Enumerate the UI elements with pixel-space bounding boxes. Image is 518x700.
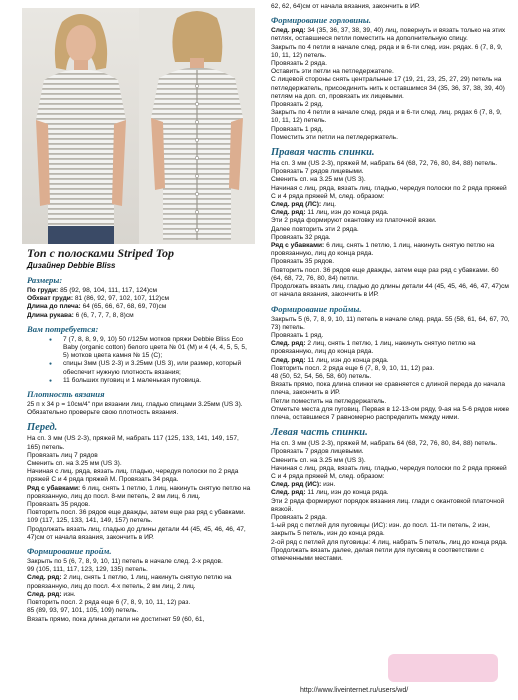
gauge-check: Обязательно проверьте свою плотность вязания. [27,409,179,417]
front-armhole-heading: Формирование пройм. [27,546,112,557]
right-back-heading: Правая часть спинки. [271,147,375,159]
model-front-illustration [22,8,140,244]
front-cast-on: На сп. 3 мм (US 2-3), пряжей М, набрать 117 (125, 133, 141, 149, 157, 165) петель. [27,435,239,451]
lb-rows: Провязать 7 рядов лицевыми. [271,448,364,456]
lb-rows-2: Провязать 2 ряда. [271,513,327,521]
rb-rows: Провязать 7 рядов лицевыми. [271,168,364,176]
rb-buttons: Отметьте места для пуговиц. Первая в 12-13-ом ряду, 9-ая на 5-6 рядов ниже плеча, оставшиеся 7 равномерно распределить между ними. [271,405,510,421]
rb-stitch-count: 48 (50, 52, 54, 56, 58, 60) петель. [271,372,372,380]
neck-center: С лицевой стороны снять центральные 17 (19, 21, 23, 25, 27, 29) петель на петледержатель, присоединить нить к оставшимся 34 (35, 36, 37, 38, 39, 40) петлям на доп. сп, провязать их лицевыми. [271,76,505,100]
materials-buttons: ● 11 больших пуговиц и 1 маленькая пуговица. [27,377,252,385]
front-next-row-1: След. ряд: 2 лиц, снять 1 петлю, 1 лиц, накинуть снятую петлю на провязанную, лиц до посл. 4-х петель, 2 вм лиц, 2 лиц. [27,574,232,590]
lb-needles: Сменить сп. на 3.25 мм (US 3). [271,456,366,464]
front-stitch-count-2: 85 (89, 93, 97, 101, 105, 109) петель. [27,607,139,615]
front-next-row-2: След. ряд: изн. [27,590,76,598]
front-straight: Вязать прямо, пока длина детали не достигнет 59 (60, 61, [27,615,205,623]
neckline-heading: Формирование горловины. [271,15,371,26]
size-length: Длина до плеча: 64 (65, 66, 67, 68, 69, 70)см [27,303,167,311]
neck-rows-2b: Провязать 2 ряд. [271,101,324,109]
lb-edge: Эти 2 ряда формируют порядок вязания лиц. глади с окантовкой платочной вязкой. [271,497,505,513]
size-chest: Обхват груди: 81 (86, 92, 97, 102, 107, 112)см [27,295,170,303]
front-decrease: Ряд с убавками: 6 лиц, снять 1 петлю, 1 лиц, накинуть снятую петлю на провязанную, лиц до посл. 8-ми петель, 2 вм лиц, 6 лиц. [27,484,251,500]
front-continue: Продолжать вязать лиц. гладью до длины детали 44 (45, 45, 46, 46, 47, 47)см от начала вязания, закончить в ИР. [27,525,246,541]
materials-yarn: ● 7 (7, 8, 8, 9, 9, 10) 50 г/125м мотков пряжи Debbie Bliss Eco Baby (organic cotton) белого цвета № 01 (M) и 4 (4, 4, 5, 5, 5, 5) мотков цвета камня № 15 (C); [27,336,252,361]
rb-next-rs: След. ряд (ЛС): лиц. [271,201,337,209]
rb-repeat-2: Повторить посл. 2 ряда еще 6 (7, 8, 9, 10, 11, 12) раз. [271,364,435,372]
lb-cast-on: На сп. 3 мм (US 2-3), пряжей М, набрать 64 (68, 72, 76, 80, 84, 88) петель. [271,440,498,448]
rb-decrease: Ряд с убавками: 6 лиц, снять 1 петлю, 1 лиц, накинуть снятую петлю на провязанную, лиц до конца ряда. [271,242,495,258]
rb-repeat-36: Повторить посл. 36 рядов еще дважды, затем еще раз ряд с убавками. 60 (64, 68, 72, 76, 80, 84) петли. [271,266,499,282]
neck-bindoff: Закрыть по 4 петли в начале след. ряда и в 6-ти след. изн. рядах. 6 (7, 8, 9, 10, 11, 12) петель. [271,43,503,59]
front-repeat: Повторить посл. 36 рядов еще дважды, затем еще раз ряд с убавками. 109 (117, 125, 133, 141, 149, 157) петель. [27,509,246,525]
rb-armhole-bindoff: Закрыть 5 (6, 7, 8, 9, 10, 11) петель в начале след. ряда. 55 (58, 61, 64, 67, 70, 73) петель. [271,315,510,331]
materials-needles: ● спицы 3мм (US 2-3) и 3.25мм (US 3), или размер, который обеспечит нужную плотность вязания; [27,360,252,376]
size-sleeve: Длина рукава: 6 (6, 7, 7, 7, 8, 8)см [27,311,134,319]
front-repeat-rows: Повторить посл. 2 ряда еще 6 (7, 8, 9, 10, 11, 12) раз. [27,599,191,607]
rb-next-row-b: След. ряд: 11 лиц, изн до конца ряда. [271,356,389,364]
rb-holder: Петли поместить на петледержатель. [271,397,387,405]
rb-needles: Сменить сп. на 3.25 мм (US 3). [271,176,366,184]
left-back-heading: Левая часть спинки. [271,427,368,439]
rb-rows-35: Провязать 35 рядов. [271,258,335,266]
garment-photos [22,8,254,244]
pattern-title: Топ с полосками Striped Top [27,246,174,260]
designer-name: Дизайнер Debbie Bliss [27,261,116,270]
rb-stripes: Начиная с лиц. ряда, вязать лиц. гладью, чередуя полоски по 2 ряда пряжей С и 4 ряда пряжей М, след. образом: [271,184,507,200]
rb-straight: Вязать прямо, пока длина спинки не сравняется с длиной переда до начала плеча, закончить в ИР. [271,381,506,397]
lb-next-row: След. ряд: 11 лиц, изн до конца ряда. [271,489,389,497]
rb-repeat: Далее повторить эти 2 ряда. [271,225,359,233]
neck-holder-2: Поместить эти петли на петледержатель. [271,133,398,141]
neck-bindoff-2: Закрыть по 4 петли в начале след. ряда и в 6-ти след. лиц. рядах 6 (7, 8, 9, 10, 11, 12) петель. [271,109,502,125]
lb-continue: Продолжать вязать далее, делая петли для пуговиц в соответствии с отмеченными местами. [271,546,484,562]
lb-buttonhole-2: 2-ой ряд с петлей для пуговицы: 4 лиц, набрать 5 петель, лиц до конца ряда. [271,538,508,546]
lb-next-ws: След. ряд (ИС): изн. [271,481,336,489]
lb-buttonhole-1: 1-ый ряд с петлей для пуговицы (ИС): изн. до посл. 11-ти петель, 2 изн, закрыть 5 петель, изн до конца ряда. [271,522,491,538]
front-rows-35: Провязать 35 рядов. [27,501,91,509]
rb-next-row: След. ряд: 11 лиц, изн до конца ряда. [271,209,389,217]
rb-rows-32: Провязать 32 ряда. [271,233,331,241]
materials-heading: Вам потребуется: [27,323,99,334]
rb-cast-on: На сп. 3 мм (US 2-3), пряжей М, набрать 64 (68, 72, 76, 80, 84, 88) петель. [271,160,498,168]
gauge-heading: Плотность вязания [27,389,105,400]
neck-row-1b: Провязать 1 ряд. [271,125,324,133]
neck-rows-2: Провязать 2 ряда. [271,60,327,68]
left-column [27,246,252,624]
front-stripes: Начиная с лиц. ряда, вязать лиц. гладью, чередуя полоски по 2 ряда пряжей С и 4 ряда пряжей М. Провязать 34 ряда. [27,468,239,484]
front-needles: Сменить сп. на 3.25 мм (US 3). [27,460,122,468]
rb-row-1: Провязать 1 ряд. [271,331,324,339]
rb-armhole-heading: Формирование проймы. [271,303,362,314]
rb-next-row-a: След. ряд: 2 лиц, снять 1 петлю, 1 лиц, накинуть снятую петлю на провязанную, лиц до конца ряда. [271,340,476,356]
footer-url[interactable]: http://www.liveinternet.ru/users/wd/ [300,687,409,694]
model-back-illustration [139,8,255,244]
gauge-text: 25 п x 34 р = 10см/4" при вязании лиц. гладью спицами 3.25мм (US 3). [27,401,243,409]
front-stitch-count: 99 (105, 111, 117, 123, 129, 135) петель. [27,566,148,574]
sizes-heading: Размеры: [27,275,63,285]
front-rows: Провязать лиц 7 рядов [27,451,98,459]
back-view-photo [139,8,255,244]
site-stamp-graphic [388,654,498,682]
neck-holder: Оставить эти петли на петледержателе. [271,68,394,76]
front-armhole-bindoff: Закрыть по 5 (6, 7, 8, 9, 10, 11) петель в начале след. 2-х рядов. [27,558,223,566]
lb-stripes: Начиная с лиц. ряда, вязать лиц. гладью, чередуя полоски по 2 ряда пряжей С и 4 ряда пряжей М, след. образом: [271,464,507,480]
front-heading: Перед. [27,422,58,434]
neck-continued: 62, 62, 64)см от начала вязания, закончить в ИР. [271,3,420,10]
right-column [271,3,511,563]
rb-edge: Эти 2 ряда формируют окантовку из платочной вязки. [271,217,437,225]
size-bust: По груди: 85 (92, 98, 104, 111, 117, 124)см [27,287,157,294]
front-view-photo [22,8,140,244]
neck-row-1: След. ряд: 34 (35, 36, 37, 38, 39, 40) лиц, повернуть и вязать только на этих петлях, оставшиеся петли поместить на дополнительную спицу. [271,27,506,43]
rb-continue: Продолжать вязать лиц. гладью до длины детали 44 (45, 45, 46, 46, 47, 47)см от начала вязания, закончить в ИР. [271,283,509,299]
